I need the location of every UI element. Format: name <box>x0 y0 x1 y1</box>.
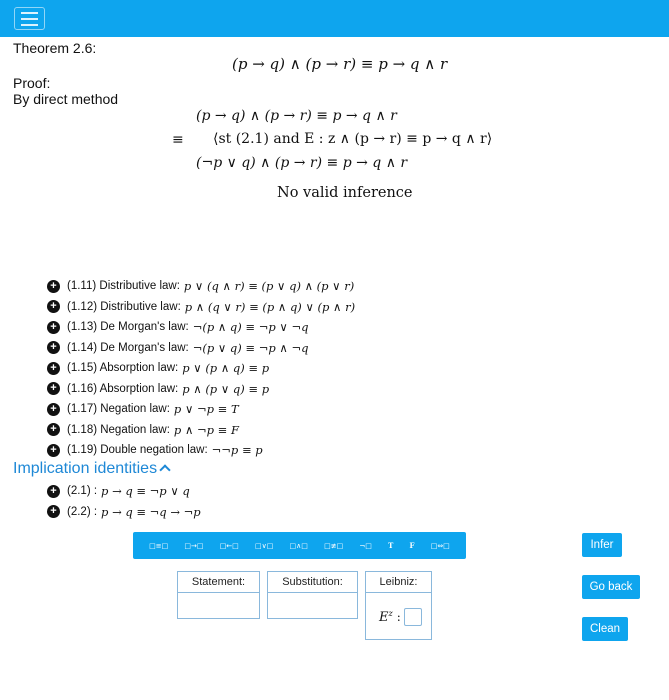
list-item <box>47 358 507 379</box>
law-formula: p ∨ ¬p ≡ T <box>173 402 239 417</box>
list-item <box>47 440 507 461</box>
law-name: (1.11) Distributive law: <box>67 280 180 293</box>
leibniz-box <box>365 571 432 640</box>
proof-hint: ⟨st (2.1) and E : z ∧ (p → r) ≡ p → q ∧ r⟩ <box>213 131 493 147</box>
law-name: (1.15) Absorption law: <box>67 362 179 375</box>
list-item <box>47 338 507 359</box>
law-formula: p ∨ (q ∧ r) ≡ (p ∨ q) ∧ (p ∨ r) <box>183 279 355 294</box>
implication-title: Implication identities <box>13 460 158 477</box>
plus-circle-icon[interactable]: + <box>47 423 60 436</box>
law-formula: p ∧ (q ∨ r) ≡ (p ∧ q) ∨ (p ∧ r) <box>184 299 356 314</box>
follows-from-symbol-button[interactable]: □←□ <box>219 541 239 550</box>
law-name: (1.17) Negation law: <box>67 403 170 416</box>
list-item <box>47 297 507 318</box>
proof-line-1: (p → q) ∧ (p → r) ≡ p → q ∧ r <box>196 108 397 124</box>
statement-input[interactable] <box>178 593 259 619</box>
plus-circle-icon[interactable]: + <box>47 382 60 395</box>
list-item <box>47 481 507 502</box>
substitution-label: Substitution: <box>268 572 357 593</box>
list-item <box>47 502 507 523</box>
infer-button[interactable]: Infer <box>582 533 622 557</box>
law-formula: p → q ≡ ¬q → ¬p <box>101 504 201 519</box>
go-back-button[interactable]: Go back <box>582 575 640 599</box>
true-symbol-button[interactable]: T <box>388 541 394 550</box>
not-equiv-symbol-button[interactable]: □≢□ <box>324 541 344 550</box>
theorem-label: Theorem 2.6: <box>13 40 97 56</box>
law-name: (2.2) : <box>67 505 98 518</box>
law-formula: ¬¬p ≡ p <box>211 443 263 458</box>
theorem-statement: (p → q) ∧ (p → r) ≡ p → q ∧ r <box>232 55 448 73</box>
plus-circle-icon[interactable]: + <box>47 362 60 375</box>
plus-circle-icon[interactable]: + <box>47 403 60 416</box>
list-item <box>47 379 507 400</box>
proof-equiv-symbol: ≡ <box>172 132 184 148</box>
plus-circle-icon[interactable]: + <box>47 505 60 518</box>
implication-list <box>47 481 507 522</box>
statement-box <box>177 571 260 619</box>
plus-circle-icon[interactable]: + <box>47 300 60 313</box>
law-formula: ¬(p ∧ q) ≡ ¬p ∨ ¬q <box>192 320 309 335</box>
not-symbol-button[interactable]: ¬□ <box>359 541 372 550</box>
leibniz-input[interactable] <box>404 608 422 626</box>
proof-label: Proof: <box>13 75 51 91</box>
law-formula: ¬(p ∨ q) ≡ ¬p ∧ ¬q <box>192 340 309 355</box>
false-symbol-button[interactable]: F <box>409 541 415 550</box>
plus-circle-icon[interactable]: + <box>47 280 60 293</box>
law-name: (1.14) De Morgan's law: <box>67 341 189 354</box>
law-name: (1.18) Negation law: <box>67 423 170 436</box>
list-item <box>47 276 507 297</box>
law-formula: p ∧ (p ∨ q) ≡ p <box>182 381 270 396</box>
chevron-up-icon <box>159 464 170 475</box>
top-navbar <box>0 0 669 37</box>
leibniz-z: z <box>388 608 393 618</box>
law-name: (1.13) De Morgan's law: <box>67 321 189 334</box>
equiv-symbol-button[interactable]: □≡□ <box>149 541 169 550</box>
plus-circle-icon[interactable]: + <box>47 321 60 334</box>
implies-symbol-button[interactable]: □→□ <box>184 541 204 550</box>
leibniz-expression <box>379 608 422 626</box>
iff-symbol-button[interactable]: □⇔□ <box>430 541 450 550</box>
proof-status: No valid inference <box>277 185 413 201</box>
list-item <box>47 399 507 420</box>
leibniz-label: Leibniz: <box>366 572 431 593</box>
list-item <box>47 317 507 338</box>
law-formula: p ∨ (p ∧ q) ≡ p <box>182 361 270 376</box>
clean-button[interactable]: Clean <box>582 617 628 641</box>
substitution-box <box>267 571 358 619</box>
plus-circle-icon[interactable]: + <box>47 444 60 457</box>
list-item <box>47 420 507 441</box>
statement-label: Statement: <box>178 572 259 593</box>
law-name: (1.12) Distributive law: <box>67 300 181 313</box>
proof-line-2: (¬p ∨ q) ∧ (p → r) ≡ p → q ∧ r <box>196 155 408 171</box>
and-symbol-button[interactable]: □∧□ <box>289 541 308 550</box>
plus-circle-icon[interactable]: + <box>47 341 60 354</box>
leibniz-colon: : <box>396 610 401 624</box>
law-name: (1.16) Absorption law: <box>67 382 179 395</box>
hamburger-menu-icon[interactable] <box>14 7 45 30</box>
substitution-input[interactable] <box>268 593 357 619</box>
leibniz-e: E <box>379 609 389 625</box>
law-name: (1.19) Double negation law: <box>67 444 208 457</box>
plus-circle-icon[interactable]: + <box>47 485 60 498</box>
or-symbol-button[interactable]: □∨□ <box>254 541 274 550</box>
proof-method: By direct method <box>13 91 119 107</box>
symbol-toolbar <box>133 532 466 559</box>
law-name: (2.1) : <box>67 485 98 498</box>
law-formula: p → q ≡ ¬p ∨ q <box>101 484 190 499</box>
implication-identities-toggle[interactable] <box>13 460 169 478</box>
law-list <box>47 276 507 461</box>
law-formula: p ∧ ¬p ≡ F <box>173 422 239 437</box>
